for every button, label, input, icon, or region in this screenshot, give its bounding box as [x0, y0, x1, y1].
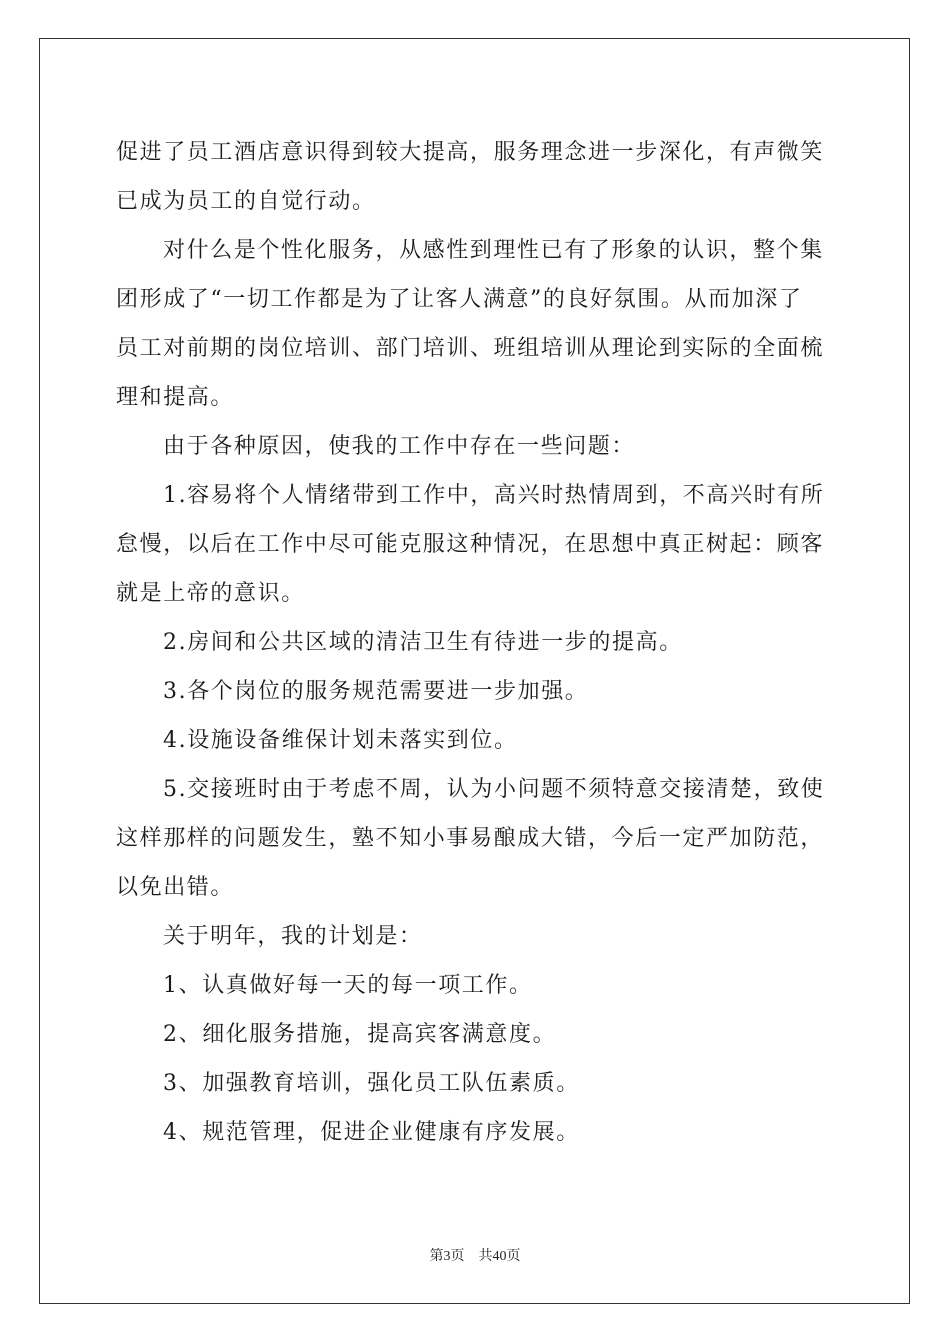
- paragraph: [116, 128, 834, 226]
- paragraph: [116, 226, 834, 422]
- paragraph: [116, 618, 834, 667]
- document-body: [116, 128, 834, 1157]
- paragraph: [116, 1108, 834, 1157]
- text-line: 1、认真做好每一天的每一项工作。: [163, 973, 533, 998]
- page-footer: [0, 1245, 950, 1265]
- paragraph: [116, 716, 834, 765]
- paragraph: [116, 471, 834, 618]
- paragraph: [116, 422, 834, 471]
- text-line: 2、细化服务措施，提高宾客满意度。: [163, 1022, 557, 1047]
- paragraph: [116, 667, 834, 716]
- text-line: 就是上帝的意识。: [116, 581, 305, 606]
- text-line: 由于各种原因，使我的工作中存在一些问题：: [163, 434, 636, 459]
- text-line: 3、加强教育培训，强化员工队伍素质。: [163, 1071, 580, 1096]
- paragraph: [116, 1059, 834, 1108]
- text-line: 4.设施设备维保计划未落实到位。: [163, 728, 518, 753]
- text-line: 以免出错。: [116, 875, 235, 900]
- text-line: 促进了员工酒店意识得到较大提高，服务理念进一步深化，有声微笑: [116, 140, 825, 165]
- text-line: 团形成了“一切工作都是为了让客人满意”的良好氛围。从而加深了: [116, 287, 803, 312]
- text-line: 这样那样的问题发生，塾不知小事易酿成大错，今后一定严加防范，: [116, 826, 825, 851]
- text-line: 5.交接班时由于考虑不周，认为小问题不须特意交接清楚，致使: [163, 777, 825, 802]
- text-line: 关于明年，我的计划是：: [163, 924, 423, 949]
- text-line: 对什么是个性化服务，从感性到理性已有了形象的认识，整个集: [163, 238, 824, 263]
- current-page-label: 第3页: [429, 1249, 465, 1264]
- text-line: 3.各个岗位的服务规范需要进一步加强。: [163, 679, 589, 704]
- paragraph: [116, 961, 834, 1010]
- text-line: 理和提高。: [116, 385, 235, 410]
- paragraph: [116, 765, 834, 912]
- text-line: 已成为员工的自觉行动。: [116, 189, 376, 214]
- text-line: 1.容易将个人情绪带到工作中，高兴时热情周到，不高兴时有所: [163, 483, 825, 508]
- text-line: 2.房间和公共区域的清洁卫生有待进一步的提高。: [163, 630, 683, 655]
- total-pages-label: 共40页: [478, 1249, 521, 1264]
- paragraph: [116, 1010, 834, 1059]
- text-line: 员工对前期的岗位培训、部门培训、班组培训从理论到实际的全面梳: [116, 336, 825, 361]
- text-line: 怠慢，以后在工作中尽可能克服这种情况，在思想中真正树起：顾客: [116, 532, 825, 557]
- paragraph: [116, 912, 834, 961]
- text-line: 4、规范管理，促进企业健康有序发展。: [163, 1120, 580, 1145]
